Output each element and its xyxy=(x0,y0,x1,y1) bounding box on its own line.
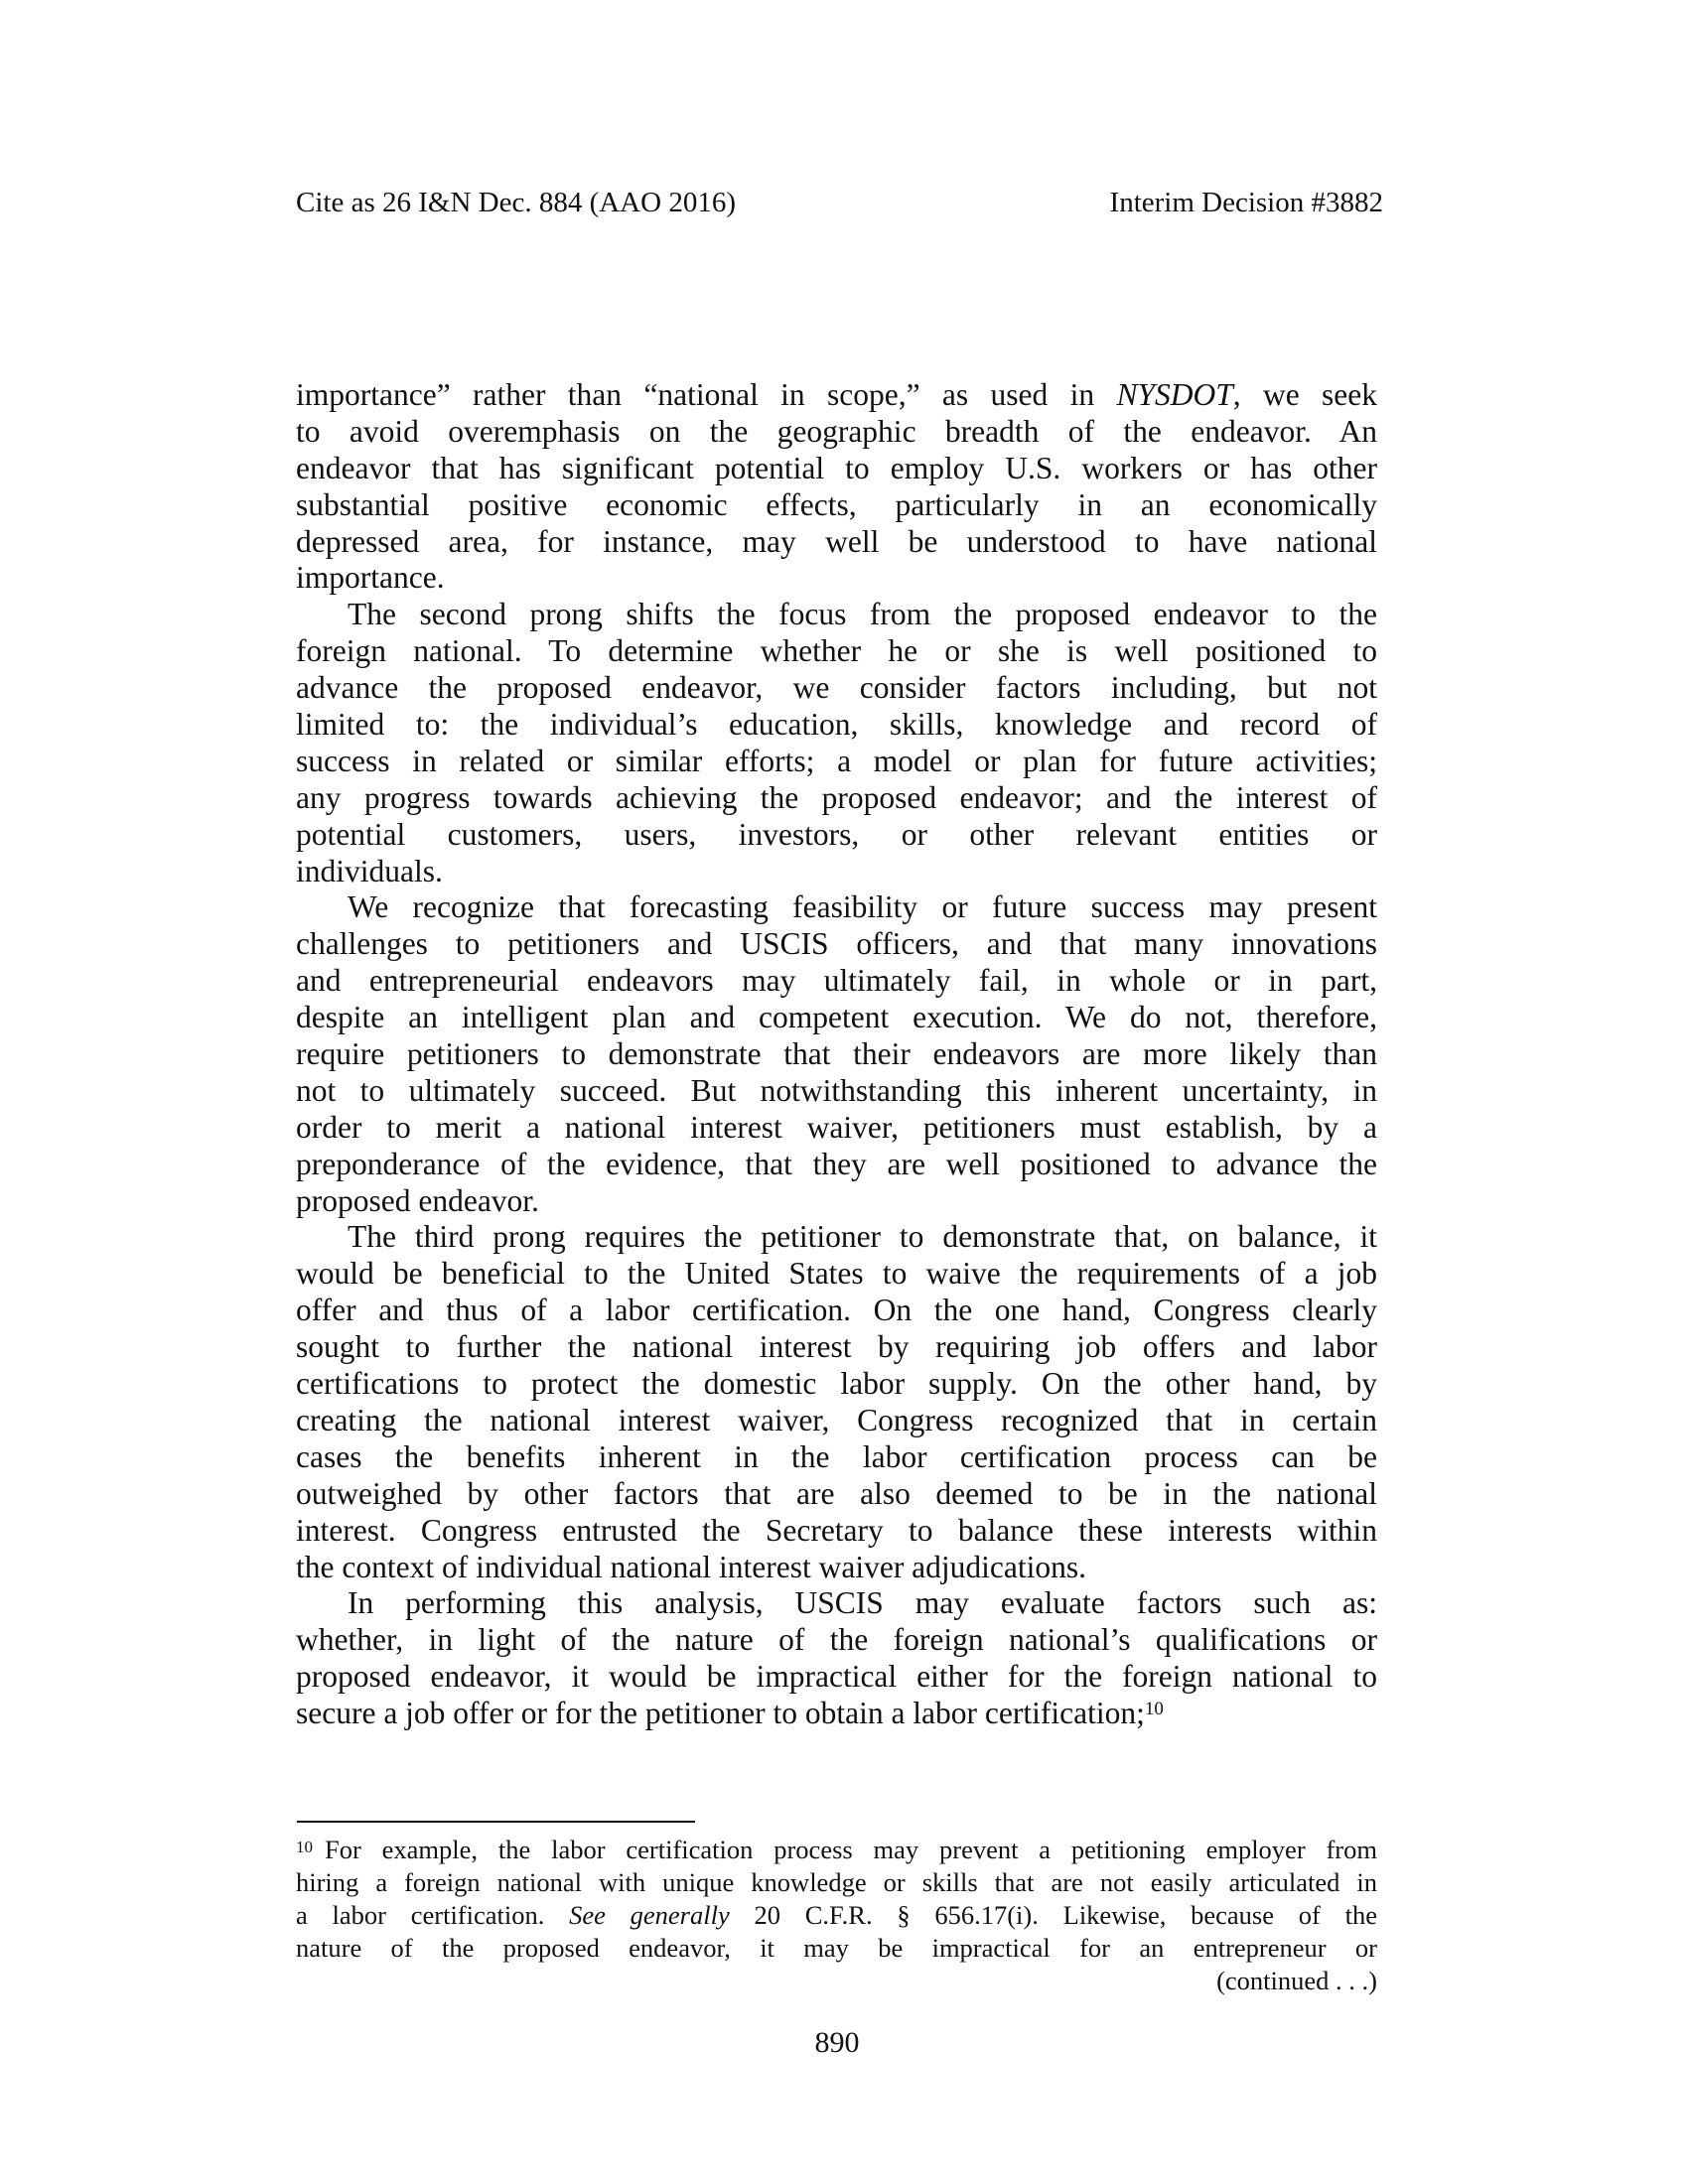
text-line: creating the national interest waiver, Congress recognized that in certain xyxy=(296,1402,1377,1437)
footnote-reference[interactable]: 10 xyxy=(1144,1699,1164,1720)
paragraph xyxy=(296,377,1377,597)
text-line: potential customers, users, investors, or other relevant entities or xyxy=(296,816,1377,852)
footnote-line: hiring a foreign national with unique knowledge or skills that are not easily articulated in xyxy=(296,1867,1377,1897)
text-line: despite an intelligent plan and competent execution. We do not, therefore, xyxy=(296,1000,1377,1035)
text-line: The second prong shifts the focus from the proposed endeavor to the xyxy=(348,597,1377,632)
text-line: proposed endeavor, it would be impractical either for the foreign national to xyxy=(296,1659,1377,1695)
text-line: The third prong requires the petitioner to demonstrate that, on balance, it xyxy=(348,1219,1377,1255)
decision-number-header: Interim Decision #3882 xyxy=(1109,187,1383,218)
text-line: order to merit a national interest waiver, petitioners must establish, by a xyxy=(296,1109,1377,1145)
footnote-10 xyxy=(296,1834,1377,1997)
text-line: advance the proposed endeavor, we consider factors including, but not xyxy=(296,670,1377,706)
text-line: sought to further the national interest by requiring job offers and labor xyxy=(296,1329,1377,1365)
page-number-text: 890 xyxy=(814,2026,860,2059)
footnote-number: 10 xyxy=(296,1838,313,1856)
text-line: importance” rather than “national in scope,” as used in NYSDOT, we seek xyxy=(296,377,1377,412)
footnote-continued: (continued . . .) xyxy=(1216,1966,1377,1995)
text-line: substantial positive economic effects, particularly in an economically xyxy=(296,486,1377,522)
text-line: interest. Congress entrusted the Secretary to balance these interests within xyxy=(296,1512,1377,1548)
footnote-line: nature of the proposed endeavor, it may be impractical for an entrepreneur or xyxy=(296,1933,1377,1963)
footnote-separator-rule xyxy=(297,1821,695,1823)
citation-header: Cite as 26 I&N Dec. 884 (AAO 2016) xyxy=(296,187,736,218)
text-line: individuals. xyxy=(296,853,443,888)
text-line: preponderance of the evidence, that they are well positioned to advance the xyxy=(296,1146,1377,1181)
text-line: limited to: the individual’s education, skills, knowledge and record of xyxy=(296,707,1377,743)
text-line: require petitioners to demonstrate that their endeavors are more likely than xyxy=(296,1036,1377,1072)
page-number xyxy=(0,2025,1688,2061)
text-line: endeavor that has significant potential to employ U.S. workers or has other xyxy=(296,450,1377,485)
text-line: to avoid overemphasis on the geographic breadth of the endeavor. An xyxy=(296,413,1377,449)
text-line: We recognize that forecasting feasibility or future success may present xyxy=(348,889,1377,925)
paragraph xyxy=(296,1585,1377,1732)
text-line: not to ultimately succeed. But notwithstanding this inherent uncertainty, in xyxy=(296,1072,1377,1108)
text-line: outweighed by other factors that are also deemed to be in the national xyxy=(296,1475,1377,1511)
case-name-italic: NYSDOT xyxy=(1116,377,1233,412)
text-line: success in related or similar efforts; a model or plan for future activities; xyxy=(296,743,1377,778)
text-line: secure a job offer or for the petitioner to obtain a labor certification;$^{10}$ xyxy=(296,1696,1164,1731)
running-header xyxy=(296,185,1383,220)
text-line: offer and thus of a labor certification. On the one hand, Congress clearly xyxy=(296,1293,1377,1328)
text-line: the context of individual national interest waiver adjudications. xyxy=(296,1549,1087,1584)
text-line: would be beneficial to the United States to waive the requirements of a job xyxy=(296,1256,1377,1292)
text-line: certifications to protect the domestic labor supply. On the other hand, by xyxy=(296,1366,1377,1402)
text-line: cases the benefits inherent in the labor certification process can be xyxy=(296,1438,1377,1474)
paragraph xyxy=(296,1219,1377,1585)
text-line: depressed area, for instance, may well be understood to have national xyxy=(296,523,1377,559)
body-text xyxy=(296,377,1377,1732)
text-line: challenges to petitioners and USCIS officers, and that many innovations xyxy=(296,926,1377,962)
text-line: importance. xyxy=(296,560,445,596)
text-line: proposed endeavor. xyxy=(296,1182,539,1218)
text-line: foreign national. To determine whether he or she is well positioned to xyxy=(296,633,1377,669)
text-line: In performing this analysis, USCIS may evaluate factors such as: xyxy=(348,1585,1377,1621)
text-line: any progress towards achieving the proposed endeavor; and the interest of xyxy=(296,779,1377,815)
text-line: and entrepreneurial endeavors may ultimately fail, in whole or in part, xyxy=(296,963,1377,999)
text-line: whether, in light of the nature of the foreign national’s qualifications or xyxy=(296,1622,1377,1658)
footnote-line: a labor certification. See generally 20 C.F.R. § 656.17(i). Likewise, because of the xyxy=(296,1900,1377,1930)
case-name-italic: See generally xyxy=(569,1900,730,1930)
footnote-line: $^{10}$ For example, the labor certification process may prevent a petitioning employer from xyxy=(296,1835,1377,1864)
paragraph xyxy=(296,889,1377,1219)
paragraph xyxy=(296,597,1377,889)
